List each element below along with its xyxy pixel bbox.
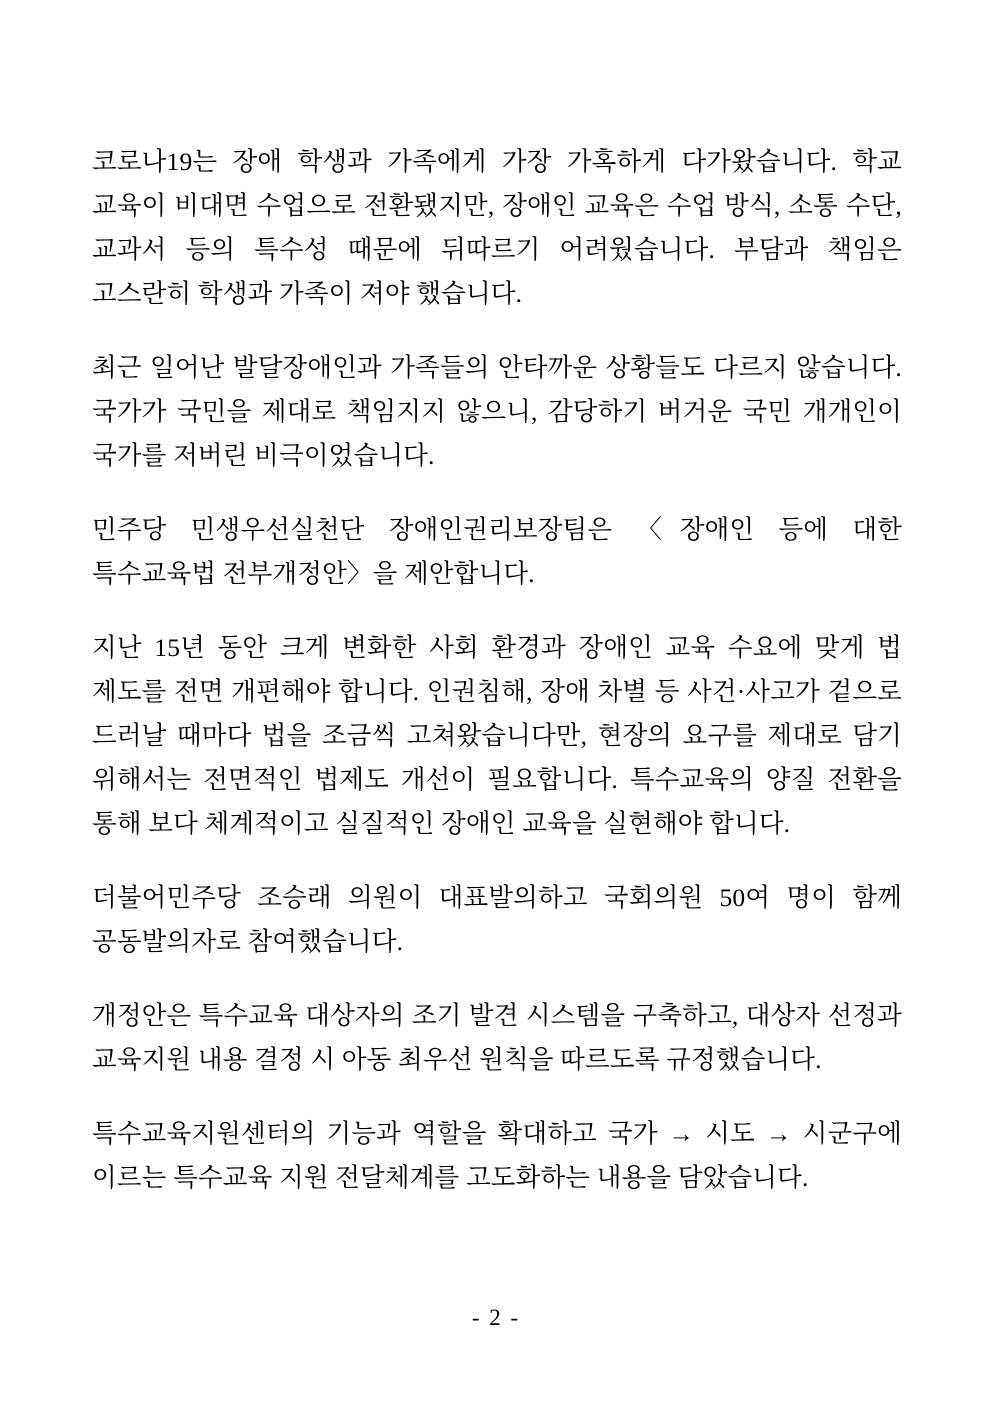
paragraph: 지난 15년 동안 크게 변화한 사회 환경과 장애인 교육 수요에 맞게 법 제도를 전면 개편해야 합니다. 인권침해, 장애 차별 등 사건·사고가 겉으로 드러날 때마다 법을 조금씩 고쳐왔습니다만, 현장의 요구를 제대로 담기 위해서는 전면적인 법제도 개선이 필요합니다. 특수교육의 양질 전환을 통해 보다 체계적이고 실질적인 장애인 교육을 실현해야 합니다. xyxy=(92,633,902,838)
paragraph: 최근 일어난 발달장애인과 가족들의 안타까운 상황들도 다르지 않습니다. 국가가 국민을 제대로 책임지지 않으니, 감당하기 버거운 국민 개개인이 국가를 저버린 비극이었습니다. xyxy=(92,353,902,470)
paragraph: 개정안은 특수교육 대상자의 조기 발견 시스템을 구축하고, 대상자 선정과 교육지원 내용 결정 시 아동 최우선 원칙을 따르도록 규정했습니다. xyxy=(92,1001,902,1074)
page-number: - 2 - xyxy=(471,1305,521,1330)
paragraph: 더불어민주당 조승래 의원이 대표발의하고 국회의원 50여 명이 함께 공동발의자로 참여했습니다. xyxy=(92,883,902,956)
paragraph: 코로나19는 장애 학생과 가족에게 가장 가혹하게 다가왔습니다. 학교 교육이 비대면 수업으로 전환됐지만, 장애인 교육은 수업 방식, 소통 수단, 교과서 등의 특수성 때문에 뒤따르기 어려웠습니다. 부담과 책임은 고스란히 학생과 가족이 져야 했습니다. xyxy=(92,147,902,308)
paragraph: 민주당 민생우선실천단 장애인권리보장팀은 〈장애인 등에 대한 특수교육법 전부개정안〉을 제안합니다. xyxy=(92,515,902,588)
paragraph: 특수교육지원센터의 기능과 역할을 확대하고 국가 → 시도 → 시군구에 이르는 특수교육 지원 전달체계를 고도화하는 내용을 담았습니다. xyxy=(92,1119,902,1192)
document-body xyxy=(92,140,902,1200)
